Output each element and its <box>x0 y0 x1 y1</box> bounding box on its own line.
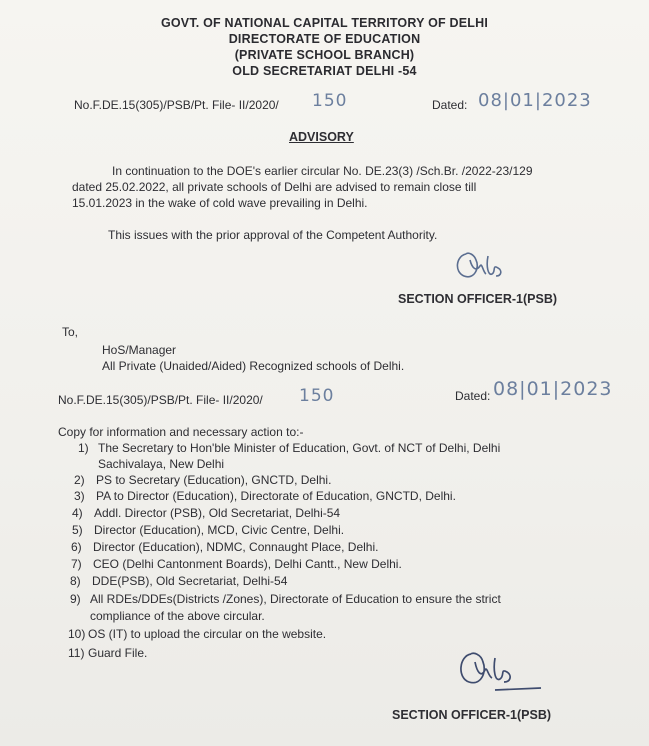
body-para1-line2: dated 25.02.2022, all private schools of Delhi are advised to remain close till <box>72 180 477 194</box>
ref2-handwritten-number: 150 <box>299 386 335 406</box>
list-item: 9) All RDEs/DDEs(Districts /Zones), Directorate of Education to ensure the strict <box>70 592 501 606</box>
list-item: 8) DDE(PSB), Old Secretariat, Delhi-54 <box>70 574 288 588</box>
to-recipient-2: All Private (Unaided/Aided) Recognized schools of Delhi. <box>102 359 405 373</box>
header-address: OLD SECRETARIAT DELHI -54 <box>232 64 417 78</box>
copy-intro: Copy for information and necessary action to:- <box>58 425 304 439</box>
list-item: 3) PA to Director (Education), Directorate of Education, GNCTD, Delhi. <box>74 489 456 503</box>
header-branch: (PRIVATE SCHOOL BRANCH) <box>234 48 415 62</box>
signature-mark <box>455 646 545 696</box>
advisory-title: ADVISORY <box>289 130 354 144</box>
body-para2: This issues with the prior approval of the Competent Authority. <box>108 228 438 242</box>
signature-mark <box>452 246 522 286</box>
list-item: 10) OS (IT) to upload the circular on the website. <box>68 627 327 641</box>
body-para1-line3: 15.01.2023 in the wake of cold wave prevailing in Delhi. <box>72 196 368 210</box>
ref2-file-number: No.F.DE.15(305)/PSB/Pt. File- II/2020/ <box>58 393 263 407</box>
list-item: 5) Director (Education), MCD, Civic Centre, Delhi. <box>72 523 345 537</box>
body-para1-line1: In continuation to the DOE's earlier circular No. DE.23(3) /Sch.Br. /2022-23/129 <box>112 164 533 178</box>
list-item: 4) Addl. Director (PSB), Old Secretariat, Delhi-54 <box>72 506 341 520</box>
ref-handwritten-date: 08|01|2023 <box>478 90 592 111</box>
list-item: 2) PS to Secretary (Education), GNCTD, Delhi. <box>74 473 332 487</box>
signatory-title-2: SECTION OFFICER-1(PSB) <box>392 708 552 722</box>
to-label: To, <box>62 325 79 339</box>
ref-handwritten-number: 150 <box>312 91 348 111</box>
header-directorate: DIRECTORATE OF EDUCATION <box>228 32 421 46</box>
ref-file-number: No.F.DE.15(305)/PSB/Pt. File- II/2020/ <box>74 98 279 112</box>
list-item: 11) Guard File. <box>68 646 148 660</box>
ref2-dated-label: Dated: <box>455 389 491 403</box>
header-govt: GOVT. OF NATIONAL CAPITAL TERRITORY OF DELHI <box>160 16 489 30</box>
list-item-continuation: Sachivalaya, New Delhi <box>98 457 225 471</box>
list-item: 1) The Secretary to Hon'ble Minister of Education, Govt. of NCT of Delhi, Delhi <box>78 441 501 455</box>
list-item: 7) CEO (Delhi Cantonment Boards), Delhi Cantt., New Delhi. <box>71 557 402 571</box>
signatory-title-1: SECTION OFFICER-1(PSB) <box>398 292 558 306</box>
list-item-continuation: compliance of the above circular. <box>90 609 265 623</box>
list-item: 6) Director (Education), NDMC, Connaught Place, Delhi. <box>71 540 379 554</box>
ref2-handwritten-date: 08|01|2023 <box>493 378 613 400</box>
to-recipient-1: HoS/Manager <box>102 343 177 357</box>
ref-dated-label: Dated: <box>432 98 468 112</box>
